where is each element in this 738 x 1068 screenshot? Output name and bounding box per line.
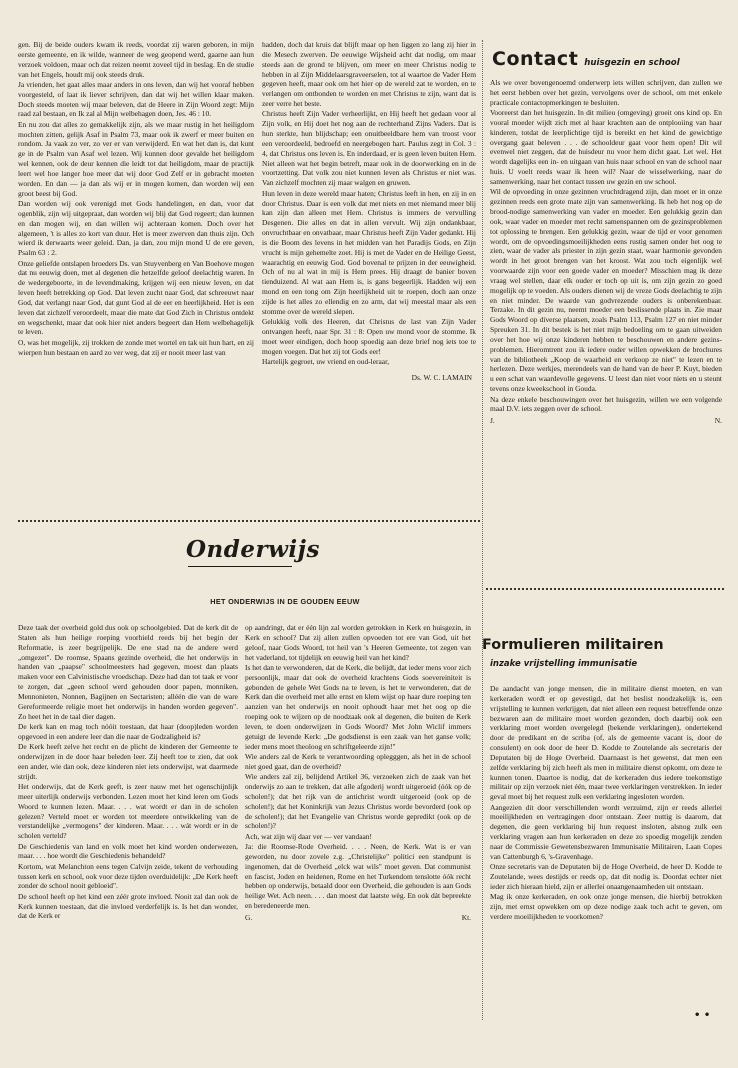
onderwijs-column-1	[18, 623, 238, 1025]
letter-paragraph: En nu zou dat alles zo gemakkelijk zijn, als we maar rustig in het heiligdom mochten zitten, gelijk Asaf in Psalm 73, maar ook ik zwerf er meer buiten en rondom. Ja vaak zo ver, zo ver er van verwijderd. En wat het dan is, dat kunt ge in de Psalm van Asaf wel lezen. Wij kunnen door gevalde het heiligdom wel kennen, ook de deur kennen die leidt tot dat heiligdom, maar de practijk leert wel hoe langer hoe meer dat wij door God Zelf er in gebracht moeten worden. En dan — ja dan als wij er in mogen komen, dan worden wij een groot beest bij God.	[18, 119, 254, 198]
letter-paragraph: Hartelijk gegroet, uw vriend en oud-leraar,	[262, 357, 390, 366]
contact-column	[490, 78, 722, 554]
onderwijs-paragraph: De Kerk heeft zelve het recht en de plicht de kinderen der Gemeente te onderwijzen in de door haar beleden leer. Zij heeft toe te zien, dat ook een ander, wie dan ook, deze kinderen niet iets onderwijst, wat daarmede strijdt.	[18, 742, 238, 781]
contact-paragraph: Als we over bovengenoemd onderwerp iets willen schrijven, dan zullen we het eerst hebben over het gezin, vervolgens over de school, om met enkele practicale contactopmerkingen te besluiten.	[490, 78, 722, 107]
militairen-paragraph: Onze secretaris van de Deputaten bij de Hoge Overheid, de heer D. Kodde te Zoutelande, wees destijds er reeds op, dat dit nodig is. Doordat echter niet ieder zich hieraan hield, zijn er allerlei onaangenaamheden uit ontstaan.	[490, 862, 722, 891]
contact-sign-left: J.	[490, 416, 495, 426]
onderwijs-paragraph: Het onderwijs, dat de Kerk geeft, is zeer nauw met het ogenschijnlijk meer uiterlijk onderwijs verbonden. Lezen moet het kind leren om Gods Woord te kunnen lezen. Maar. . . . wat wordt er dan in de scholen gelezen? Verteld moet er worden tot meerdere ontwikkeling van de verstandelijke „vermogens" der kinderen. Maar. . . . wát wordt er in de scholen verteld?	[18, 782, 238, 841]
section-separator	[18, 520, 480, 522]
letter-paragraph: Gelukkig volk des Heeren, dat Christus de last van Zijn Vader ontvangen heeft, naar Spr. 31 : 8: Open uw mond voor de stomme. Ik moet weer eindigen, doch hoop spoedig aan deze brief nog iets toe te mogen voegen. Dat het zij tot Gods eer!	[262, 317, 476, 356]
onderwijs-sign-left: G.	[245, 912, 253, 922]
militairen-paragraph: De aandacht van jonge mensen, die in militaire dienst moeten, en van kerkeraden wordt er op gevestigd, dat het beslist noodzakelijk is, een vrijstelling te kunnen verkrijgen, dat niet alleen een request betreffende onze bezwaren aan de militaire moet worden gezonden, doch daarbij ook een verklaring moet worden overgelegd (bekende verklaringen), ondertekend door de predikant en de scriba (of, als de gemeente vacant is, door de consulent) en ook door de heer D. Kodde te Zoutelande als secretaris der Deputaten bij de Hoge Overheid. Daarnaast is het gewenst, dat men een zelfde verklaring bij zich heeft als men in militaire dienst opkomt, om deze te kunnen tonen. Daartoe is nodig, dat de kerkeraden dus iedere toekomstige militair op zijn verzoek niet één, maar twee verklaringen verstrekken. In ieder geval moet bij het request zulk een verklaring ingesloten worden.	[490, 684, 722, 802]
militairen-paragraph: Aangezien dit door verschillenden wordt verzuimd, zijn er reeds allerlei moeilijkheden en vertragingen door ontstaan. Zeer nuttig is daarom, dat degenen, die geen verklaring bij hun request insloten, alsnog zulk een verklaring vragen aan hun kerkeraden en deze zo spoedig mogelijk zenden naar de Commissie Gewetensbezwaren Immunisatie Militairen, Laan Copes van Cattenburgh 6, 's-Gravenhage.	[490, 802, 722, 861]
letter-column-2	[262, 40, 476, 508]
contact-heading	[492, 48, 722, 70]
onderwijs-subtitle: HET ONDERWIJS IN DE GOUDEN EEUW	[210, 597, 360, 606]
onderwijs-paragraph: Ach, wat zijn wij daar ver — ver vandaan!	[245, 831, 373, 841]
onderwijs-paragraph: Ja: die Roomse-Rode Overheid. . . . Neen, de Kerk. Wat is er van geworden, nu door zovele z.g. „Christelijke" politici een standpunt is ingenomen, dat de Overheid „elck wat wils" moet geven. Dat communist en fascist, Joden en heidenen, Rome en het Turkendom tenslotte óók recht hebben op onderwijs, betaald door een Overheid, die gehouden is aan Gods heilige Wet. Ach neen. . . . dan moest dat laatste wèg. En ook dát bepreekte en beredeneerde men.	[245, 842, 471, 911]
letter-paragraph: gen. Bij de beide ouders kwam ik reeds, voordat zij waren geboren, in mijn eerste gemeente, en ik wilde, wanneer de weg geopend werd, gaarne aan hun verzoek voldoen, maar och dat reizen neemt zoveel tijd in beslag. En de studie van het Engels, houdt mij ook steeds druk.	[18, 40, 254, 79]
letter-paragraph: O, was het mogelijk, zij trokken de zonde met wortel en tak uit hun hart, en zij wierpen hun bestaan en aard zo ver weg, dat zij er nooit meer last van	[18, 337, 254, 357]
onderwijs-paragraph: Deze taak der overheid gold dus ook op schoolgebied. Dat de kerk dit de Staten als hun heilige roeping voorhield reeds bij het begin der Reformatie, is zeer begrijpelijk. De ene stad na de andere werd „omgezet". De roomse, Spaans gezinde overheid, die het onderwijs in handen van „paapse" schoolmeesters had gegeven, moest dan plaats maken voor een Calvinistische vroedschap. Deze had dan tot taak er voor te zorgen, dat „geen school werd gehouden door papen, monniken, Mennonieten, Nonnen, Bagijnen en Sectaristen; alléén die van de ware Gereformeerde religie moet het onderwijs in handen worden gegeven". Zo heet het in de taal dier dagen.	[18, 623, 238, 721]
letter-paragraph: hadden, doch dat kruis dat blijft maar op hen liggen zo lang zij hier in die Mesech zwerven. De eeuwige Wijsheid acht dat nodig, om maar steeds aan de grond te blijven, om meer en meer Christus nodig te hebben in al Zijn Middelaarsgraveerselen, tot al waartoe de Vader Hem gegeven heeft, maar ook om het hier op de wereld zat te worden, en te verlangen om ontbonden te worden en met Christus te zijn, want dat is zeer verre het beste.	[262, 40, 476, 109]
letter-column-1	[18, 40, 254, 486]
letter-paragraph: Christus heeft Zijn Vader verheerlijkt, en Hij heeft het gedaan voor al Zijn volk, en Hij doet het nog aan de rechterhand Zijns Vaders. Dat is hun sterkte, hun blijdschap; een onuitbeeldbare hem van troost voor een veroordeeld, bedroefd en neergebogen hart. Paulus zegt in Col. 3 : 4, dat Christus ons leven is. En inderdaad, er is geen leven buiten Hem. Niet alleen wat het begin betreft, maar ook in de doorwerking en in de voortzetting. Dat volk zou niet kunnen leven als Christus er niet was. Van zichzelf mochten zij maar walgen en gruwen.	[262, 109, 476, 188]
letter-paragraph: Dan worden wij ook verenigd met Gods handelingen, en dan, voor dat ogenblik, zijn wij uitgepraat, dan worden wij blij dat God regeert; dan kunnen en dan mogen wij, en dan willen wij achteraan komen. Doch over het algemeen, 't is alles zo kort van duur. Het is meer zwerven dan thuis zijn. Och wierd ik derwaarts weer geleid. Dan, ja dan, zou mijn mond U de ere geven, Psalm 63 : 2.	[18, 199, 254, 258]
militairen-column	[490, 684, 722, 1020]
onderwijs-paragraph: Kortom, wat Melanchton eens tegen Calvijn zeide, tekent de verhouding tussen kerk en school, ook voor deze tijden overduidelijk: „De Kerk heeft zonder de school nooit gebloeid".	[18, 861, 238, 891]
onderwijs-paragraph: De Geschiedenis van land en volk moet het kind worden onderwezen, maar. . . . hoe wordt die Geschiedenis behandeld?	[18, 841, 238, 861]
contact-title: Contact	[492, 48, 579, 70]
contact-sign-right: N.	[714, 416, 722, 426]
militairen-subtitle: inzake vrijstelling immunisatie	[490, 659, 638, 669]
page-marker: • •	[694, 1010, 711, 1021]
onderwijs-sign-right: Kt.	[461, 912, 471, 922]
letter-paragraph: Hun leven in deze wereld maar haten; Christus leeft in hen, en zij in en door Christus. Daar is een volk dat met niets en met niemand meer blij kan zijn dan alleen met Hem. Christus is immers de vervulling Desgenen. Die alles en dat in allen vervult. Wij zijn ondankbaar, onvruchtbaar en onvatbaar, maar Christus heeft Zijn Vader gedankt. Hij is die Boom des levens in het midden van het Paradijs Gods, en Zijn vrucht is mijn gehemelte zoet. Hij is met de Vader en de Heilige Geest, waarachtig en eeuwig God. God bovenal te prijzen in der eeuwigheid. Och of nu al wat in mij is Hem prees. Hij draagt de banier boven tienduizend. Al wat aan Hem is, is gans begeerlijk. Hadden wij een mond en een tong om Zijn heerlijkheid uit te roepen, doch aan onze zijde is het alles zo ellendig en zo arm, dat wij meestal maar als een stomme over de wereld slepen.	[262, 188, 476, 316]
onderwijs-paragraph: Wie anders zal zij, belijdend Artikel 36, verzoeken zich de zaak van het onderwijs zo aan te trekken, dat alle afgoderij wordt uitgeroeid (óók op de scholen!); dat het rijk van de antichrist wordt uitgeroeid (ook op de scholen!); dat het Koninkrijk van Jezus Christus worde bevorderd (ook op de scholen!); dat het Evangelie van Christus worde gepredikt (ook op de scholen!)?	[245, 772, 471, 831]
onderwijs-paragraph: Is het dan te verwonderen, dat de Kerk, die belijdt, dat ieder mens voor zich persoonlijk, maar dat ook de overheid krachtens Gods soevereiniteit is gebonden de gehele Wet Gods na te leven, is het te verwonderen, dat de Kerk dan die overheid met alle ernst en klem wijst op haar dure roeping ten aanzien van het onderwijs en nooit ophoudt haar met het oog op die roeping ook te wijzen op de noodzaak ook al degenen, die buiten de Kerk leven, te doen onderwijzen in Gods Woord? Met John Wiclif immers getuigt de levende Kerk: „De godsdienst is een zaak van het ganse volk; ieder mens moet theoloog en schriftgeleerde zijn!"	[245, 662, 471, 751]
letter-paragraph: Onze geliefde ontslapen broeders Ds. van Stuyvenberg en Van Boehove mogen dat nu eeuwig doen, met al degenen die hetzelfde geloof deelachtig waren. In de wedergeboorte, in de levendmaking, krijgen wij een nieuw leven, en dat leven heeft betrekking op God. Dat leven zucht naar God, dat schreeuwt naar God, dat verlangt naar God, dat gunt God al de eer en heerlijkheid. Het is een leven dat zichzelf veroordeelt, maar die mate dat God Zich in Christus ontdekt en wegschenkt, maar dat ook hier niet anders begeert dan Hem welbehagelijk te leven.	[18, 258, 254, 337]
contact-paragraph: Vooreerst dan het huisgezin. In dit milieu (omgeving) groeit ons kind op. En vooral moeder wijdt zich met al haar krachten aan de ontplooiing van haar kinderen, totdat de leerplichtige tijd is bereikt en het kind de gewichtige overgang gaat beleven . . . de schooldeur gaat voor hem open! Dit wil evenwel niet zeggen, dat de huisdeur nu voor hem dicht gaat. Let wel. Het wordt dagelijks een in- en uitgaan van huis naar school en van de school naar huis. U voelt reeds waar ik heen wil? Naar de wisselwerking, naar de samenwerking, naar het contact tussen uw gezin en uw school.	[490, 108, 722, 186]
militairen-title: Formulieren militairen	[482, 637, 664, 653]
onderwijs-signature	[245, 913, 471, 923]
contact-paragraph: Wil de opvoeding in onze gezinnen vruchtdragend zijn, dan moet er in onze gezinnen reeds een grote mate zijn van samenwerking. Ik heb het nog op de brood-nodige samenwerking van vader en moeder. Een gelukkig gezin dan ook, waar vader en moeder met recht samenspannen om de gezinsproblemen tot oplossing te brengen. Een gelukkig gezin, waar de tijd er voor genomen wordt, om de opvoedingsmoeilijkheden eens rustig samen onder het oog te zien, waar de vader als priester in zijn gezin staat, waar harmonie gevonden wordt in het groot brengen van het kroost. Wat zou toch eigenlijk wel voorwaarde zijn voor een goede vader en moeder? Misschien mag ik deze vraag wel stellen, daar elk ouder er toch op uit is, om zijn gezin zo goed mogelijk op te voeden. Als ouders dienen wij de vreze Gods deelachtig te zijn en niet minder. De waarde van godvrezende ouders is onberekenbaar. Terzake. In dit gezin nu, neemt moeder een beslissende plaats in. Zie maar Gods Woord op diverse plaatsen, zoals Psalm 113, Psalm 127 en niet minder Spreuken 31. In dit bestek is het niet mijn bedoeling om te gaan uitweiden over het hoe wij onze kinderen hebben te beschouwen en andere gezins-problemen. Hieromtrent zou ik iedere ouder willen opwekken de brochures van de bibliotheek „Koop de waarheid en verkoop ze niet" te lezen en te herlezen. Deze werkjes, merendeels van de hand van de heer P. Kuyt, bieden u een schat van waardevolle gegevens. U leest dan niet voor niets en u steunt tevens onze kweekschool in Gouda.	[490, 187, 722, 394]
onderwijs-paragraph: De school heeft op het kind een zéér grote invloed. Nooit zal dan ook de Kerk kunnen toestaan, dat die invloed verderfelijk is. Is het dan wonder, dat de Kerk er	[18, 891, 238, 921]
section-separator	[486, 588, 724, 590]
contact-subtitle: huisgezin en school	[584, 58, 680, 68]
column-divider	[482, 40, 483, 1020]
onderwijs-paragraph: Wie anders zal de Kerk te verantwoording oplegggen, als het in de school niet goed gaat, dan de overheid?	[245, 751, 471, 771]
onderwijs-column-2	[245, 623, 471, 1025]
onderwijs-paragraph: De kerk kan en mag toch nóóit toestaan, dat haar (doop)leden worden opgevoed in een andere leer dan die naar de Godzaligheid is?	[18, 721, 238, 741]
militairen-paragraph: Mag ik onze kerkeraden, en ook onze jonge mensen, die hierbij betrokken zijn, met ernst opwekken om op deze nodige zaak toch acht te geven, om verdere moeilijkheden te voorkomen?	[490, 892, 722, 921]
contact-signature	[490, 416, 722, 426]
onderwijs-title: Onderwijs	[186, 536, 320, 563]
contact-paragraph: Na deze enkele beschouwingen over het huisgezin, willen we een volgende maal D.V. iets zeggen over de school.	[490, 394, 722, 414]
onderwijs-paragraph: op aandringt, dat er één lijn zal worden getrokken in Kerk en huisgezin, in Kerk en school? Dat zij allen zullen opvoeden tot ere van God, uit het geloof, naar Gods Woord, tot heil van 's Heeren Gemeente, tot zegen van het vaderland, tot tijdelijk en eeuwig heil van het kind?	[245, 623, 471, 662]
letter-paragraph: Ja vrienden, het gaat alles maar anders in ons leven, dan wij het vooraf hebben voorgesteld, of laat ik liever schrijven, dan dat wij het willen klaar maken. Doch steeds moeten wij maar beleven, dat de Heere in Zijn Woord zegt: Mijn raad zal bestaan, en Ik zal al Mijn welbehagen doen, Jes. 46 : 10.	[18, 79, 254, 119]
letter-signature: Ds. W. C. LAMAIN	[411, 372, 472, 382]
title-underline	[188, 566, 292, 567]
